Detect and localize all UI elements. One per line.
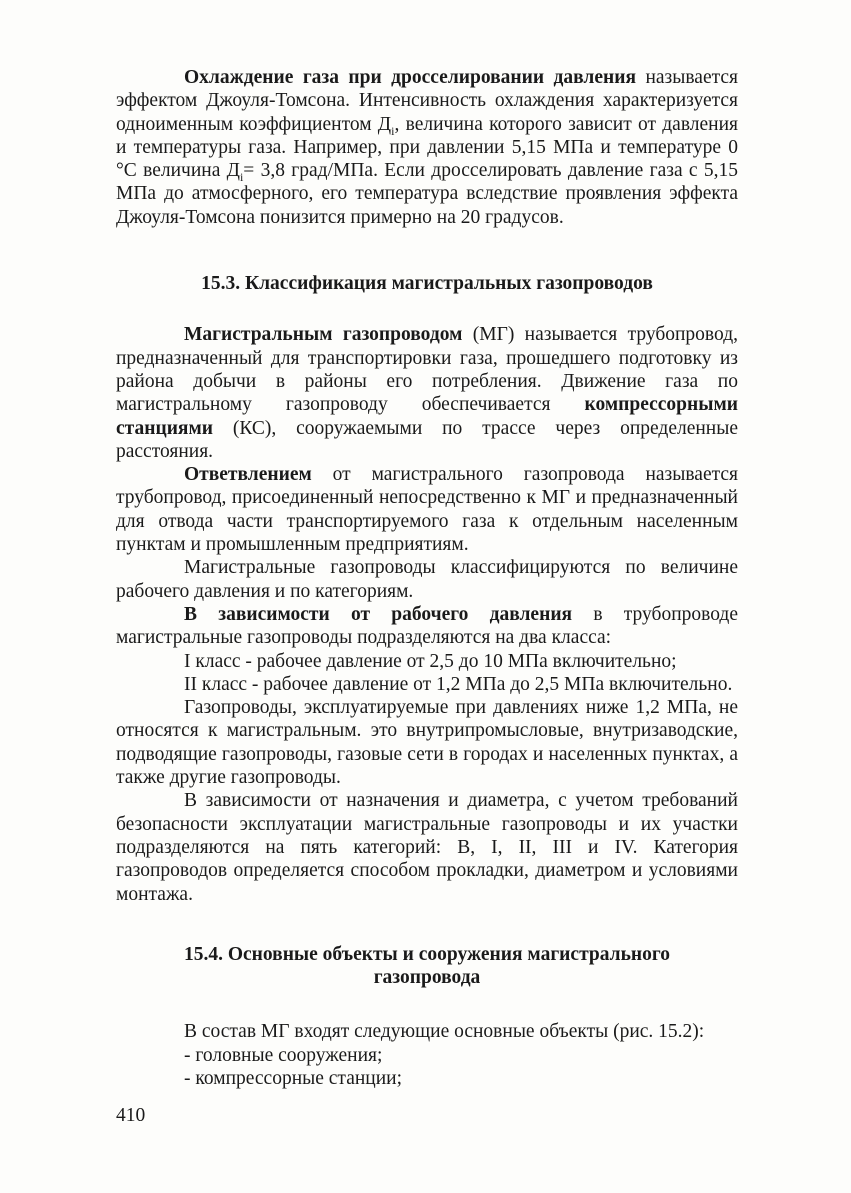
section-heading-15-4: 15.4. Основные объекты и сооружения магистрального газопровода [183, 943, 671, 989]
objects-intro: В состав МГ входят следующие основные объекты (рис. 15.2): [184, 1021, 705, 1043]
joule-thomson-paragraph: Охлаждение газа при дросселировании давления называется эффектом Джоуля-Томсона. Интенсивность охлаждения характеризуется одноименным коэффициентом $Д_i$, величина которого зависит от давления и температуры газа. Например, при давлении 5,15 МПа и температуре 0 °С величина $Д_i= 3,8$ град/МПа. Если дросселировать давление газа с 5,15 МПа до атмосферного, его температура вследствие проявления эффекта Джоуля-Томсона понизится примерно на 20 градусов. [116, 67, 738, 228]
section-heading-15-3: 15.3. Классификация магистральных газопроводов [201, 273, 653, 295]
branch-definition: Ответвлением от магистрального газопровода называется трубопровод, присоединенный непосредственно к МГ и предназначенный для отвода части транспортируемого газа к отдельным населенным пунктам и промышленным предприятиям. [116, 464, 738, 556]
pressure-classes-paragraph: В зависимости от рабочего давления в трубопроводе магистральные газопроводы подразделяются на два класса: [116, 603, 738, 649]
class-one-item: I класс - рабочее давление от 2,5 до 10 МПа включительно; [184, 650, 677, 672]
classification-paragraph: Магистральные газопроводы классифицируются по величине рабочего давления и по категориям. [116, 557, 738, 602]
low-pressure-paragraph: Газопроводы, эксплуатируемые при давлениях ниже 1,2 МПа, не относятся к магистральным. это внутрипромысловые, внутризаводские, подводящие газопроводы, газовые сети в городах и населенных пунктах, а также другие газопроводы. [116, 697, 738, 789]
page-number: 410 [116, 1105, 146, 1126]
page-content [116, 66, 738, 1090]
list-item: - головные сооружения; [184, 1044, 383, 1066]
main-pipeline-definition: Магистральным газопроводом (МГ) называется трубопровод, предназначенный для транспортировки газа, прошедшего подготовку из района добычи в районы его потребления. Движение газа по магистральному газопроводу обеспечивается компрессорными станциями (КС), сооружаемыми по трассе через определенные расстояния. [116, 324, 738, 462]
categories-paragraph: В зависимости от назначения и диаметра, с учетом требований безопасности эксплуатации магистральные газопроводы и их участки подразделяются на пять категорий: В, I, II, III и IV. Категория газопроводов определяется способом прокладки, диаметром и условиями монтажа. [116, 790, 738, 905]
joule-thomson-term: Охлаждение газа при дросселировании давления [184, 67, 637, 88]
class-two-item: II класс - рабочее давление от 1,2 МПа до 2,5 МПа включительно. [184, 673, 733, 695]
list-item: - компрессорные станции; [184, 1067, 403, 1089]
